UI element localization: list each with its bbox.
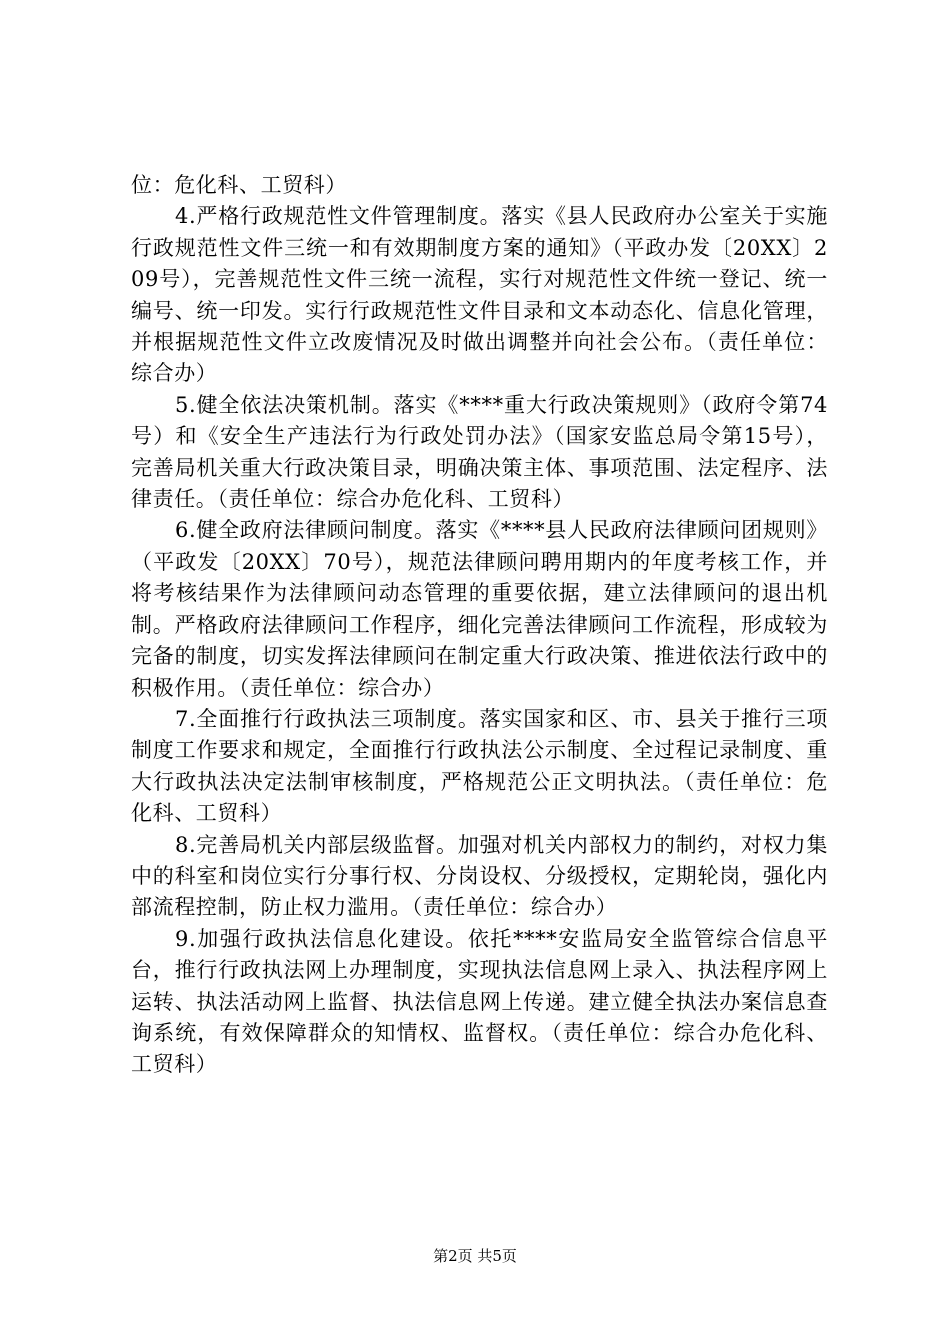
paragraph-item-6: 6.健全政府法律顾问制度。落实《****县人民政府法律顾问团规则》（平政发〔20XX〕70号），规范法律顾问聘用期内的年度考核工作，并将考核结果作为法律顾问动态管理的重要依据，建立法律顾问的退出机制。严格政府法律顾问工作程序，细化完善法律顾问工作流程，形成较为完备的制度，切实发挥法律顾问在制定重大行政决策、推进依法行政中的积极作用。（责任单位：综合办） [131, 518, 828, 700]
paragraph-item-7: 7.全面推行行政执法三项制度。落实国家和区、市、县关于推行三项制度工作要求和规定，全面推行行政执法公示制度、全过程记录制度、重大行政执法决定法制审核制度，严格规范公正文明执法。（责任单位：危化科、工贸科） [131, 706, 828, 826]
paragraph-item-4: 4.严格行政规范性文件管理制度。落实《县人民政府办公室关于实施行政规范性文件三统一和有效期制度方案的通知》（平政办发〔20XX〕209号），完善规范性文件三统一流程，实行对规范性文件统一登记、统一编号、统一印发。实行行政规范性文件目录和文本动态化、信息化管理，并根据规范性文件立改废情况及时做出调整并向社会公布。（责任单位：综合办） [131, 204, 828, 386]
paragraph-item-5: 5.健全依法决策机制。落实《****重大行政决策规则》（政府令第74号）和《安全生产违法行为行政处罚办法》（国家安监总局令第15号），完善局机关重大行政决策目录，明确决策主体、事项范围、法定程序、法律责任。（责任单位：综合办危化科、工贸科） [131, 392, 828, 512]
page-number-label: 第2页 共5页 [433, 1247, 517, 1265]
page-footer [0, 1246, 950, 1266]
paragraph-item-9: 9.加强行政执法信息化建设。依托****安监局安全监管综合信息平台，推行行政执法网上办理制度，实现执法信息网上录入、执法程序网上运转、执法活动网上监督、执法信息网上传递。建立健全执法办案信息查询系统，有效保障群众的知情权、监督权。（责任单位：综合办危化科、工贸科） [131, 926, 828, 1077]
paragraph-continuation: 位：危化科、工贸科） [131, 173, 347, 197]
paragraph-item-8: 8.完善局机关内部层级监督。加强对机关内部权力的制约，对权力集中的科室和岗位实行分事行权、分岗设权、分级授权，定期轮岗，强化内部流程控制，防止权力滥用。（责任单位：综合办） [131, 832, 828, 920]
document-body [131, 170, 828, 1081]
